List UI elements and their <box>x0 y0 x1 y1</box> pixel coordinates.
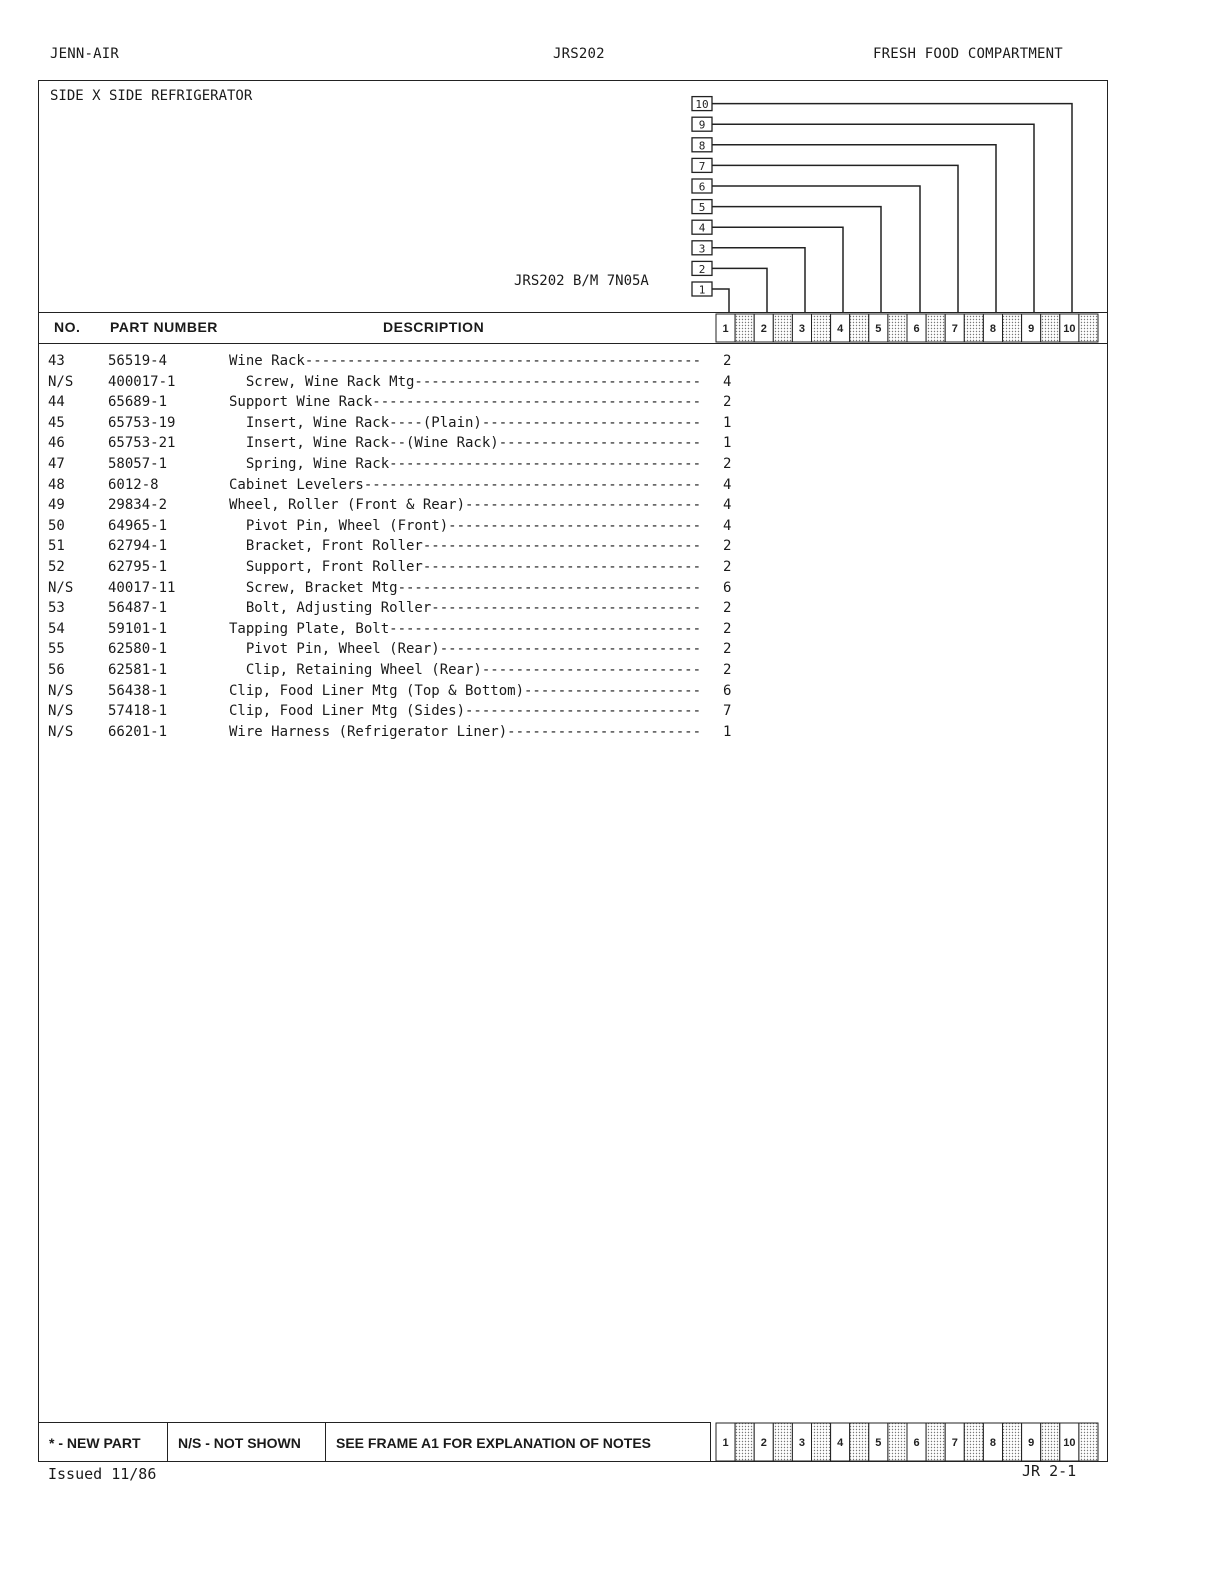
part-no: N/S <box>48 723 74 740</box>
model-grid-label: 6 <box>913 323 920 335</box>
part-quantity: 2 <box>723 641 732 658</box>
part-number: 64965-1 <box>108 517 168 534</box>
part-number: 400017-1 <box>108 373 176 390</box>
part-quantity: 4 <box>723 373 732 390</box>
part-no: N/S <box>48 682 74 699</box>
part-number: 40017-11 <box>108 579 176 596</box>
part-no: 53 <box>48 600 65 617</box>
part-no: N/S <box>48 703 74 720</box>
part-number: 59101-1 <box>108 620 168 637</box>
model-grid-spacer <box>888 1423 907 1461</box>
part-number: 65689-1 <box>108 394 168 411</box>
part-no: N/S <box>48 579 74 596</box>
callout-label: 7 <box>698 159 706 173</box>
part-description: Insert, Wine Rack--(Wine Rack)------------------------ <box>229 435 702 452</box>
callout-line <box>712 104 1072 312</box>
part-description: Support Wine Rack--------------------------------------- <box>229 394 702 411</box>
model-grid-spacer <box>1003 1423 1022 1461</box>
callout-line <box>712 248 805 312</box>
part-no: 46 <box>48 435 65 452</box>
part-number: 66201-1 <box>108 723 168 740</box>
part-number: 65753-19 <box>108 414 176 431</box>
model-grid-label: 5 <box>875 1437 882 1449</box>
part-quantity: 2 <box>723 456 732 472</box>
part-no: 48 <box>48 476 65 493</box>
model-label: JRS202 <box>553 46 605 62</box>
part-quantity: 2 <box>723 662 732 678</box>
callout-label: 2 <box>698 262 706 276</box>
model-grid-label: 8 <box>989 323 997 335</box>
model-grid-label: 10 <box>1063 323 1076 335</box>
model-grid-spacer <box>735 1423 754 1461</box>
part-quantity: 2 <box>723 620 732 637</box>
callout-label: 8 <box>698 139 706 153</box>
callout-label: 6 <box>698 180 706 194</box>
part-description: Wire Harness (Refrigerator Liner)----------------------- <box>229 723 702 740</box>
part-quantity: 2 <box>723 353 732 369</box>
callout-line <box>712 186 920 312</box>
issued-date: Issued 11/86 <box>48 1465 157 1483</box>
part-description: Clip, Retaining Wheel (Rear)-------------------------- <box>229 662 702 678</box>
callout-label: 4 <box>698 221 706 235</box>
part-number: 29834-2 <box>108 497 168 514</box>
model-grid-label: 9 <box>1028 323 1035 335</box>
part-quantity: 1 <box>723 723 732 740</box>
model-grid-spacer <box>964 1423 983 1461</box>
part-description: Pivot Pin, Wheel (Front)------------------------------ <box>229 517 702 534</box>
callout-line <box>712 124 1034 312</box>
part-quantity: 2 <box>723 559 732 575</box>
col-part-number: PART NUMBER <box>110 319 218 335</box>
part-no: 51 <box>48 538 65 555</box>
model-grid-label: 8 <box>989 1437 997 1449</box>
model-grid-label: 1 <box>722 1437 729 1449</box>
callout-label: 10 <box>695 98 709 112</box>
part-number: 57418-1 <box>108 703 168 720</box>
part-number: 62795-1 <box>108 559 168 575</box>
part-number: 58057-1 <box>108 456 168 472</box>
model-grid-label: 3 <box>798 1437 806 1449</box>
part-quantity: 2 <box>723 394 732 411</box>
col-no: NO. <box>54 319 81 335</box>
part-number: 62794-1 <box>108 538 168 555</box>
callout-label: 9 <box>698 118 706 132</box>
callout-label: 1 <box>698 283 706 297</box>
part-no: 49 <box>48 497 65 514</box>
bm-label: JRS202 B/M 7N05A <box>514 273 649 289</box>
part-description: Clip, Food Liner Mtg (Top & Bottom)--------------------- <box>229 682 702 699</box>
model-grid-label: 7 <box>951 323 958 335</box>
model-grid-label: 6 <box>913 1437 920 1449</box>
legend-not-shown: N/S - NOT SHOWN <box>168 1422 326 1462</box>
callout-line <box>712 227 843 312</box>
part-no: 55 <box>48 641 65 658</box>
part-description: Tapping Plate, Bolt------------------------------------- <box>229 620 702 637</box>
part-no: 43 <box>48 353 65 369</box>
part-description: Screw, Bracket Mtg------------------------------------ <box>229 579 702 596</box>
part-no: 56 <box>48 662 65 678</box>
part-number: 65753-21 <box>108 435 176 452</box>
part-no: 50 <box>48 517 65 534</box>
model-grid-spacer <box>850 1423 869 1461</box>
part-quantity: 2 <box>723 600 732 617</box>
part-number: 62581-1 <box>108 662 168 678</box>
callout-line <box>712 289 729 312</box>
part-description: Wine Rack----------------------------------------------- <box>229 353 702 369</box>
model-grid-label: 1 <box>722 323 729 335</box>
frame-subtitle: SIDE X SIDE REFRIGERATOR <box>50 88 253 104</box>
model-grid-spacer <box>926 1423 945 1461</box>
part-description: Screw, Wine Rack Mtg---------------------------------- <box>229 373 702 390</box>
part-no: 52 <box>48 559 65 575</box>
model-grid-label: 4 <box>837 323 844 335</box>
part-quantity: 6 <box>723 682 732 699</box>
part-description: Wheel, Roller (Front & Rear)---------------------------- <box>229 497 702 514</box>
part-no: 47 <box>48 456 65 472</box>
model-grid-label: 10 <box>1063 1437 1076 1449</box>
part-quantity: 4 <box>723 497 732 514</box>
part-quantity: 2 <box>723 538 732 555</box>
model-grid-label: 2 <box>760 1437 767 1449</box>
brand-label: JENN-AIR <box>50 46 120 62</box>
callout-line <box>712 165 958 312</box>
col-description: DESCRIPTION <box>383 319 485 335</box>
legend-new-part: * - NEW PART <box>38 1422 168 1462</box>
part-description: Pivot Pin, Wheel (Rear)------------------------------- <box>229 641 702 658</box>
model-grid-label: 7 <box>951 1437 958 1449</box>
part-description: Support, Front Roller--------------------------------- <box>229 559 702 575</box>
part-quantity: 6 <box>723 579 732 596</box>
model-grid-label: 3 <box>798 323 806 335</box>
model-grid-label: 2 <box>760 323 767 335</box>
part-no: 44 <box>48 394 65 411</box>
model-grid-label: 9 <box>1028 1437 1035 1449</box>
part-description: Bracket, Front Roller--------------------------------- <box>229 538 702 555</box>
part-description: Insert, Wine Rack----(Plain)-------------------------- <box>229 414 702 431</box>
callout-label: 3 <box>698 242 706 256</box>
model-grid-label: 5 <box>875 323 882 335</box>
part-quantity: 4 <box>723 476 732 493</box>
part-description: Clip, Food Liner Mtg (Sides)---------------------------- <box>229 703 702 720</box>
section-label: FRESH FOOD COMPARTMENT <box>873 46 1063 62</box>
part-quantity: 1 <box>723 414 732 431</box>
part-description: Spring, Wine Rack------------------------------------- <box>229 456 702 472</box>
part-number: 56519-4 <box>108 353 168 369</box>
part-no: N/S <box>48 373 74 390</box>
callout-label: 5 <box>698 201 706 215</box>
part-quantity: 7 <box>723 703 732 720</box>
part-number: 6012-8 <box>108 476 159 493</box>
callout-line <box>712 268 767 312</box>
model-grid-spacer <box>1041 1423 1060 1461</box>
model-grid-label: 4 <box>837 1437 844 1449</box>
part-number: 56487-1 <box>108 600 168 617</box>
model-grid-spacer <box>1079 1423 1098 1461</box>
part-description: Bolt, Adjusting Roller-------------------------------- <box>229 600 702 617</box>
callout-line <box>712 145 996 312</box>
part-quantity: 4 <box>723 517 732 534</box>
part-number: 62580-1 <box>108 641 168 658</box>
callout-line <box>712 207 881 312</box>
part-no: 45 <box>48 414 65 431</box>
model-grid-spacer <box>773 1423 792 1461</box>
part-number: 56438-1 <box>108 682 168 699</box>
legend-see-frame: SEE FRAME A1 FOR EXPLANATION OF NOTES <box>326 1422 711 1462</box>
model-grid-spacer <box>812 1423 831 1461</box>
part-no: 54 <box>48 620 65 637</box>
part-description: Cabinet Levelers---------------------------------------- <box>229 476 702 493</box>
page-number: JR 2-1 <box>1022 1462 1077 1480</box>
part-quantity: 1 <box>723 435 732 452</box>
